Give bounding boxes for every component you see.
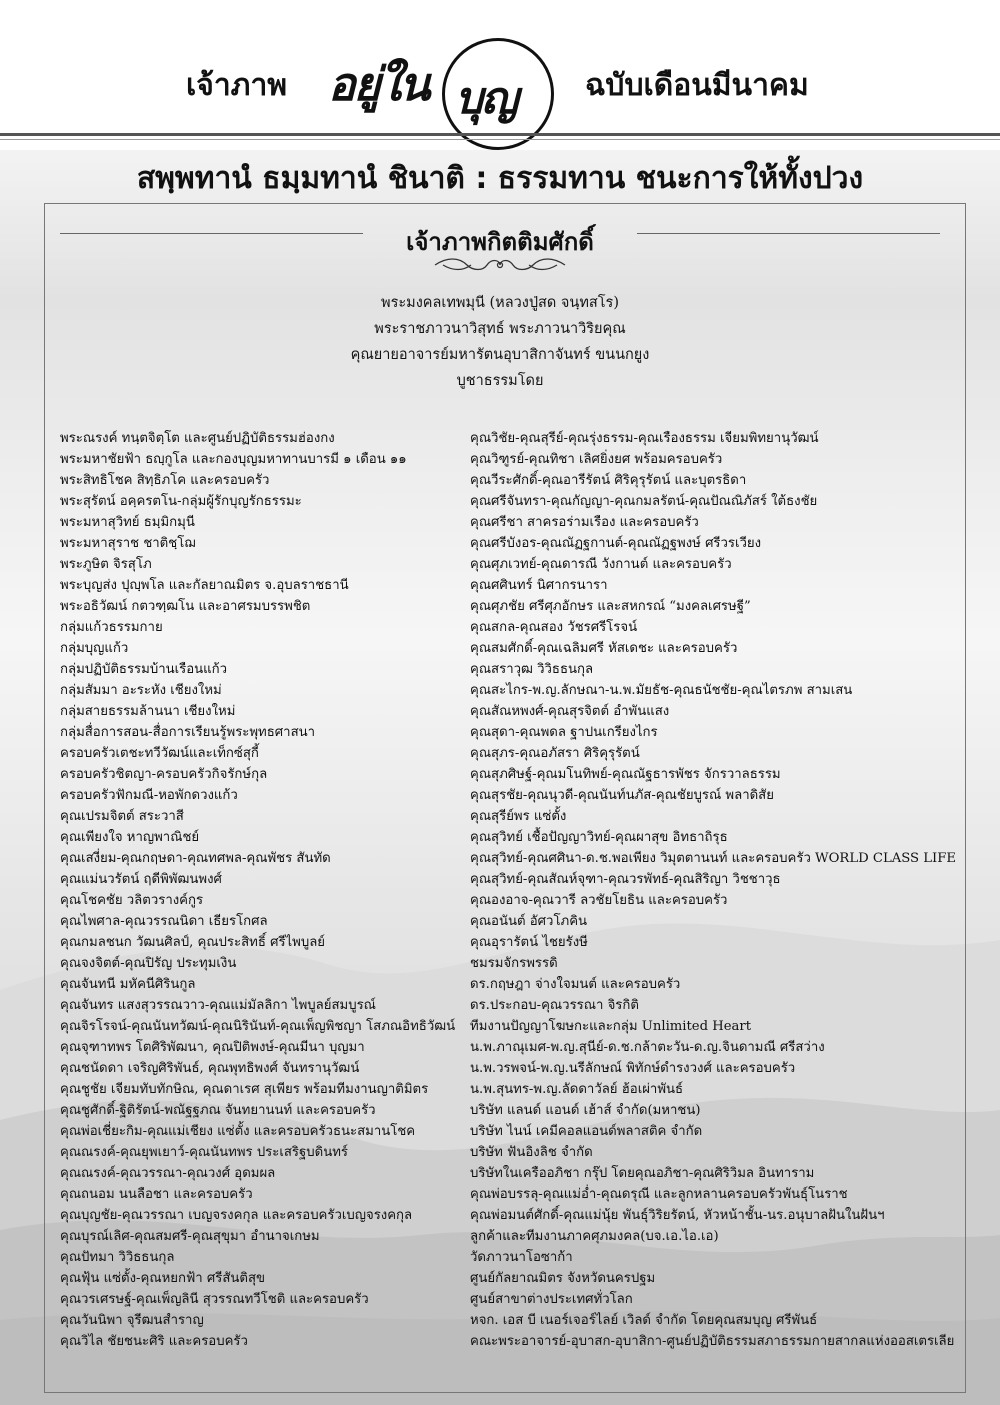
donor-item: คุณวันนิพา จุรีฒนสำราญ bbox=[60, 1313, 204, 1328]
donor-item: พระมหาสุราช ชาติชฺโฌ bbox=[60, 536, 196, 551]
donor-item: ลูกค้าและทีมงานภาคศุภมงคล(บจ.เอ.ไอ.เอ) bbox=[470, 1229, 719, 1244]
credit-line-4: บูชาธรรมโดย bbox=[456, 373, 544, 389]
donor-item: คุณศรีบังอร-คุณณัฏฐกานต์-คุณณัฏฐพงษ์ ศรีวรเวียง bbox=[470, 536, 762, 551]
donor-item: คุณอนันต์ อัศวโภคิน bbox=[470, 914, 588, 929]
donor-item: กลุ่มบุญแก้ว bbox=[60, 641, 129, 656]
donor-item: คุณศรีชา สาครอร่ามเรือง และครอบครัว bbox=[470, 515, 699, 530]
donor-item: คุณสุดา-คุณพดล ฐาปนเกรียงไกร bbox=[470, 725, 658, 740]
donor-item: กลุ่มสายธรรมล้านนา เชียงใหม่ bbox=[60, 704, 236, 719]
donor-item: พระสิทธิโชค สิทฺธิภโค และครอบครัว bbox=[60, 473, 270, 488]
donor-item: คุณศุภเวทย์-คุณดารณี วังกานต์ และครอบครัว bbox=[470, 557, 732, 572]
donor-item: ศูนย์กัลยาณมิตร จังหวัดนครปฐม bbox=[470, 1271, 656, 1286]
donor-item: น.พ.สุนทร-พ.ญ.ลัดดาวัลย์ ฮ้อเผ่าพันธ์ bbox=[470, 1082, 684, 1097]
donor-item: คุณวิไล ชัยชนะศิริ และครอบครัว bbox=[60, 1334, 248, 1349]
header-right-label: ฉบับเดือนมีนาคม bbox=[585, 68, 809, 103]
donor-item: คุณจิรโรจน์-คุณนันทวัฒน์-คุณนิรินันท์-คุณเพ็ญพิชญา โสภณอิทธิวัฒน์ bbox=[60, 1019, 456, 1034]
donor-item: คุณสะไกร-พ.ญ.ลักษณา-น.พ.มัยธัช-คุณธนัชชัย-คุณไตรภพ สามเสน bbox=[470, 683, 853, 698]
donor-item: กลุ่มปฏิบัติธรรมบ้านเรือนแก้ว bbox=[60, 662, 228, 677]
header-left-label: เจ้าภาพ bbox=[186, 68, 288, 103]
donor-item: คุณไพศาล-คุณวรรณนิดา เธียรโกศล bbox=[60, 914, 268, 929]
donor-item: คุณสัณหพงศ์-คุณสุรจิตต์ อำพันแสง bbox=[470, 704, 670, 719]
donor-item: คุณสราวุฒ วิวิธธนกุล bbox=[470, 662, 594, 677]
donor-item: คุณฟุ้น แซ่ตั้ง-คุณหยกฟ้า ศรีสันติสุข bbox=[60, 1271, 266, 1286]
donor-item: คุณศศินทร์ นิศากรนารา bbox=[470, 578, 608, 593]
donor-item: คุณจันทร แสงสุวรรณวาว-คุณแม่มัลลิกา ไพบูลย์สมบูรณ์ bbox=[60, 998, 376, 1013]
donor-item: ครอบครัวเตชะทวีวัฒน์และเท็กซ์สุกี้ bbox=[60, 746, 259, 761]
donor-item: คุณสุวิทย์-คุณศศินา-ด.ช.พอเพียง วิมุตตานนท์ และครอบครัว WORLD CLASS LIFE bbox=[470, 851, 956, 866]
donor-item: คุณจุฑาทพร โตศิริพัฒนา, คุณปิติพงษ์-คุณมีนา บุญมา bbox=[60, 1040, 365, 1055]
donor-item: ชมรมจักรพรรดิ bbox=[470, 956, 558, 971]
donor-item: หจก. เอส บี เนอร์เจอร์ไลย์ เวิลด์ จำกัด โดยคุณสมบุญ ศรีพันธ์ bbox=[470, 1313, 818, 1328]
donor-item: บริษัท แลนด์ แอนด์ เฮ้าส์ จำกัด(มหาชน) bbox=[470, 1103, 701, 1118]
donor-item: คุณถนอม นนลือชา และครอบครัว bbox=[60, 1187, 253, 1202]
logo-word-1: อยู่ใน bbox=[328, 57, 429, 111]
donor-item: คุณพ่อเชี่ยะกิม-คุณแม่เชียง แซ่ตั้ง และครอบครัวธนะสมานโชค bbox=[60, 1124, 416, 1139]
donor-item: คณะพระอาจารย์-อุบาสก-อุบาสิกา-ศูนย์ปฏิบัติธรรมสภาธรรมกายสากลแห่งออสเตรเลีย bbox=[470, 1334, 955, 1349]
donor-item: คุณสมศักดิ์-คุณเฉลิมศรี หัสเดชะ และครอบครัว bbox=[470, 641, 738, 656]
donor-item: กลุ่มแก้วธรรมกาย bbox=[60, 620, 163, 635]
donor-item: ศูนย์สาขาต่างประเทศทั่วโลก bbox=[470, 1292, 633, 1307]
credit-line-1: พระมงคลเทพมุนี (หลวงปู่สด จนฺทสโร) bbox=[381, 295, 619, 311]
donor-item: คุณสุภร-คุณอภัสรา ศิริคุรุรัตน์ bbox=[470, 746, 640, 761]
credit-line-3: คุณยายอาจารย์มหารัตนอุบาสิกาจันทร์ ขนนกยูง bbox=[350, 347, 650, 363]
donor-item: พระบุญส่ง ปุญฺพโล และกัลยาณมิตร จ.อุบลราชธานี bbox=[60, 578, 349, 593]
donor-item: ครอบครัวชิตญา-ครอบครัวกิจรักษ์กุล bbox=[60, 767, 268, 782]
donor-item: กลุ่มสื่อการสอน-สื่อการเรียนรู้พระพุทธศาสนา bbox=[60, 725, 316, 740]
donor-item: คุณเปรมจิตต์ สระวาสี bbox=[60, 809, 184, 824]
donor-item: คุณสุภศิษฐ์-คุณมโนทิพย์-คุณณัฐธารพัชร จักรวาลธรรม bbox=[470, 767, 781, 782]
donor-item: คุณบุรณ์เลิศ-คุณสมศรี-คุณสุขุมา อำนาจเกษม bbox=[60, 1229, 320, 1244]
donor-item: คุณอุรารัตน์ ไชยรังษี bbox=[470, 935, 588, 950]
donor-item: น.พ.วรพจน์-พ.ญ.นรีลักษณ์ พิทักษ์ดำรงวงศ์ และครอบครัว bbox=[470, 1061, 796, 1076]
donor-item: คุณวิฑูรย์-คุณทิชา เลิศยิ่งยศ พร้อมครอบครัว bbox=[470, 452, 723, 467]
donor-item: ครอบครัวฟักมณี-หอพักดวงแก้ว bbox=[60, 788, 238, 803]
donor-item: คุณวรเศรษฐ์-คุณเพ็ญลินี สุวรรณทวีโชติ และครอบครัว bbox=[60, 1292, 369, 1307]
donor-item: บริษัท ไนน์ เคมีคอลแอนด์พลาสติค จำกัด bbox=[470, 1124, 703, 1139]
donor-item: คุณณรงค์-คุณวรรณา-คุณวงศ์ อุดมผล bbox=[60, 1166, 276, 1181]
donor-item: กลุ่มสัมมา อะระหัง เชียงใหม่ bbox=[60, 683, 222, 698]
donor-list-right bbox=[470, 428, 956, 1352]
donor-item: คุณกมลชนก วัฒนศิลป์, คุณประสิทธิ์ ศรีไพบูลย์ bbox=[60, 935, 326, 950]
donor-item: คุณวีระศักดิ์-คุณอารีรัตน์ ศิริคุรุรัตน์ และบุตรธิดา bbox=[470, 473, 747, 488]
donor-list-left bbox=[60, 428, 455, 1352]
donor-item: คุณองอาจ-คุณวารี ลวชัยโยธิน และครอบครัว bbox=[470, 893, 728, 908]
donor-item: คุณปัทมา วิวิธธนกุล bbox=[60, 1250, 175, 1265]
donor-item: คุณสุวิทย์ เชื้อปัญญาวิทย์-คุณผาสุข อิทธาถิรุธ bbox=[470, 830, 728, 845]
donor-item: คุณสุวิทย์-คุณสัณห์จุฑา-คุณวรพัทธ์-คุณสิริญา วิชชาวุธ bbox=[470, 872, 781, 887]
title-rule-right bbox=[637, 233, 940, 234]
donor-item: คุณชนัดดา เจริญศิริพันธ์, คุณพุทธิพงศ์ จันทรานุวัฒน์ bbox=[60, 1061, 360, 1076]
donor-item: คุณศุภชัย ศรีศุภอักษร และสหกรณ์ “มงคลเศรษฐี” bbox=[470, 599, 751, 614]
donor-item: บริษัทในเครืออภิชา กรุ๊ป โดยคุณอภิชา-คุณศิริวิมล อินทาราม bbox=[470, 1166, 815, 1181]
donor-item: คุณพ่อมนต์ศักดิ์-คุณแม่นุ้ย พันธุ์วิริยรัตน์, หัวหน้าชั้น-นร.อนุบาลฝันในฝันฯ bbox=[470, 1208, 885, 1223]
donor-item: พระมหาสุวิทย์ ธมฺมิกมุนี bbox=[60, 515, 195, 530]
donor-item: คุณสุรชัย-คุณนุวดี-คุณนันท์นภัส-คุณชัยบูรณ์ พลาดิสัย bbox=[470, 788, 774, 803]
donor-item: พระมหาชัยฟ้า ธญฺกูโล และกองบุญมหาทานบารมี ๑ เดือน ๑๑ bbox=[60, 452, 407, 467]
motto: สพฺพทานํ ธมฺมทานํ ชินาติ : ธรรมทาน ชนะการให้ทั้งปวง bbox=[136, 161, 864, 196]
donor-item: คุณเพียงใจ หาญพาณิชย์ bbox=[60, 830, 200, 845]
donor-item: คุณแม่นวรัตน์ ฤดีพิพัฒนพงศ์ bbox=[60, 872, 222, 887]
credit-line-2: พระราชภาวนาวิสุทธ์ พระภาวนาวิริยคุณ bbox=[374, 321, 626, 337]
donor-item: คุณพ่อบรรลุ-คุณแม่อ่ำ-คุณดรุณี และลูกหลานครอบครัวพันธุ์โนราช bbox=[470, 1187, 848, 1202]
donor-item: คุณโชคชัย วลิตวรางค์กูร bbox=[60, 893, 204, 908]
donor-item: น.พ.ภาณุเมศ-พ.ญ.สุนีย์-ด.ช.กล้าตะวัน-ด.ญ.จินดามณี ศรีสว่าง bbox=[470, 1040, 825, 1055]
donor-item: ทีมงานปัญญาโฆษกะและกลุ่ม Unlimited Heart bbox=[470, 1019, 752, 1034]
donor-item: บริษัท ฟันอิงลิช จำกัด bbox=[470, 1145, 593, 1160]
ornament-divider-icon bbox=[433, 254, 567, 276]
donor-item: คุณสุรีย์พร แซ่ตั้ง bbox=[470, 809, 567, 824]
donor-item: คุณจันทนี มหัคนีศิรินกูล bbox=[60, 977, 196, 992]
section-title: เจ้าภาพกิตติมศักดิ์ bbox=[406, 228, 594, 256]
donor-item: คุณศรีจันทรา-คุณกัญญา-คุณกมลรัตน์-คุณปัณณิภัสร์ ใต้ธงชัย bbox=[470, 494, 818, 509]
donor-item: คุณชูชัย เจียมทับทักษิณ, คุณดาเรศ สุเพียร พร้อมทีมงานญาติมิตร bbox=[60, 1082, 429, 1097]
donor-item: คุณวิชัย-คุณสุรีย์-คุณรุ่งธรรม-คุณเรืองธรรม เจียมพิทยานุวัฒน์ bbox=[470, 431, 819, 446]
donor-item: คุณณรงค์-คุณยุพเยาว์-คุณนันทพร ประเสริฐบดินทร์ bbox=[60, 1145, 348, 1160]
donor-item: คุณจงจิตต์-คุณปิรัญ ประทุมเงิน bbox=[60, 956, 237, 971]
donor-item: คุณบุญชัย-คุณวรรณา เบญจรงคกุล และครอบครัวเบญจรงคกุล bbox=[60, 1208, 413, 1223]
donor-item: วัดภาวนาโอซาก้า bbox=[470, 1250, 573, 1265]
donor-item: ดร.ประกอบ-คุณวรรณา จิรกิติ bbox=[470, 998, 639, 1013]
logo-word-2: บุญ bbox=[455, 73, 517, 124]
donor-item: พระสุรัตน์ อคฺครตโน-กลุ่มผู้รักบุญรักธรรมะ bbox=[60, 494, 302, 509]
donor-item: พระอธิวัฒน์ กตวฑฺฒโน และอาศรมบรรพชิต bbox=[60, 599, 311, 614]
donor-item: คุณชูศักดิ์-ฐิติรัตน์-พณัฐฐภณ จันทยานนท์ และครอบครัว bbox=[60, 1103, 376, 1118]
donor-item: คุณสกล-คุณสอง วัชรศรีโรจน์ bbox=[470, 620, 638, 635]
donor-item: ดร.กฤษฎา จ่างใจมนต์ และครอบครัว bbox=[470, 977, 681, 992]
donor-item: คุณเสงี่ยม-คุณกฤษดา-คุณทศพล-คุณพัชร สันทัด bbox=[60, 851, 331, 866]
donor-item: พระภูษิต จิรสุโภ bbox=[60, 557, 152, 572]
donor-item: พระณรงค์ ทนฺตจิตฺโต และศูนย์ปฏิบัติธรรมฮ่องกง bbox=[60, 431, 335, 446]
